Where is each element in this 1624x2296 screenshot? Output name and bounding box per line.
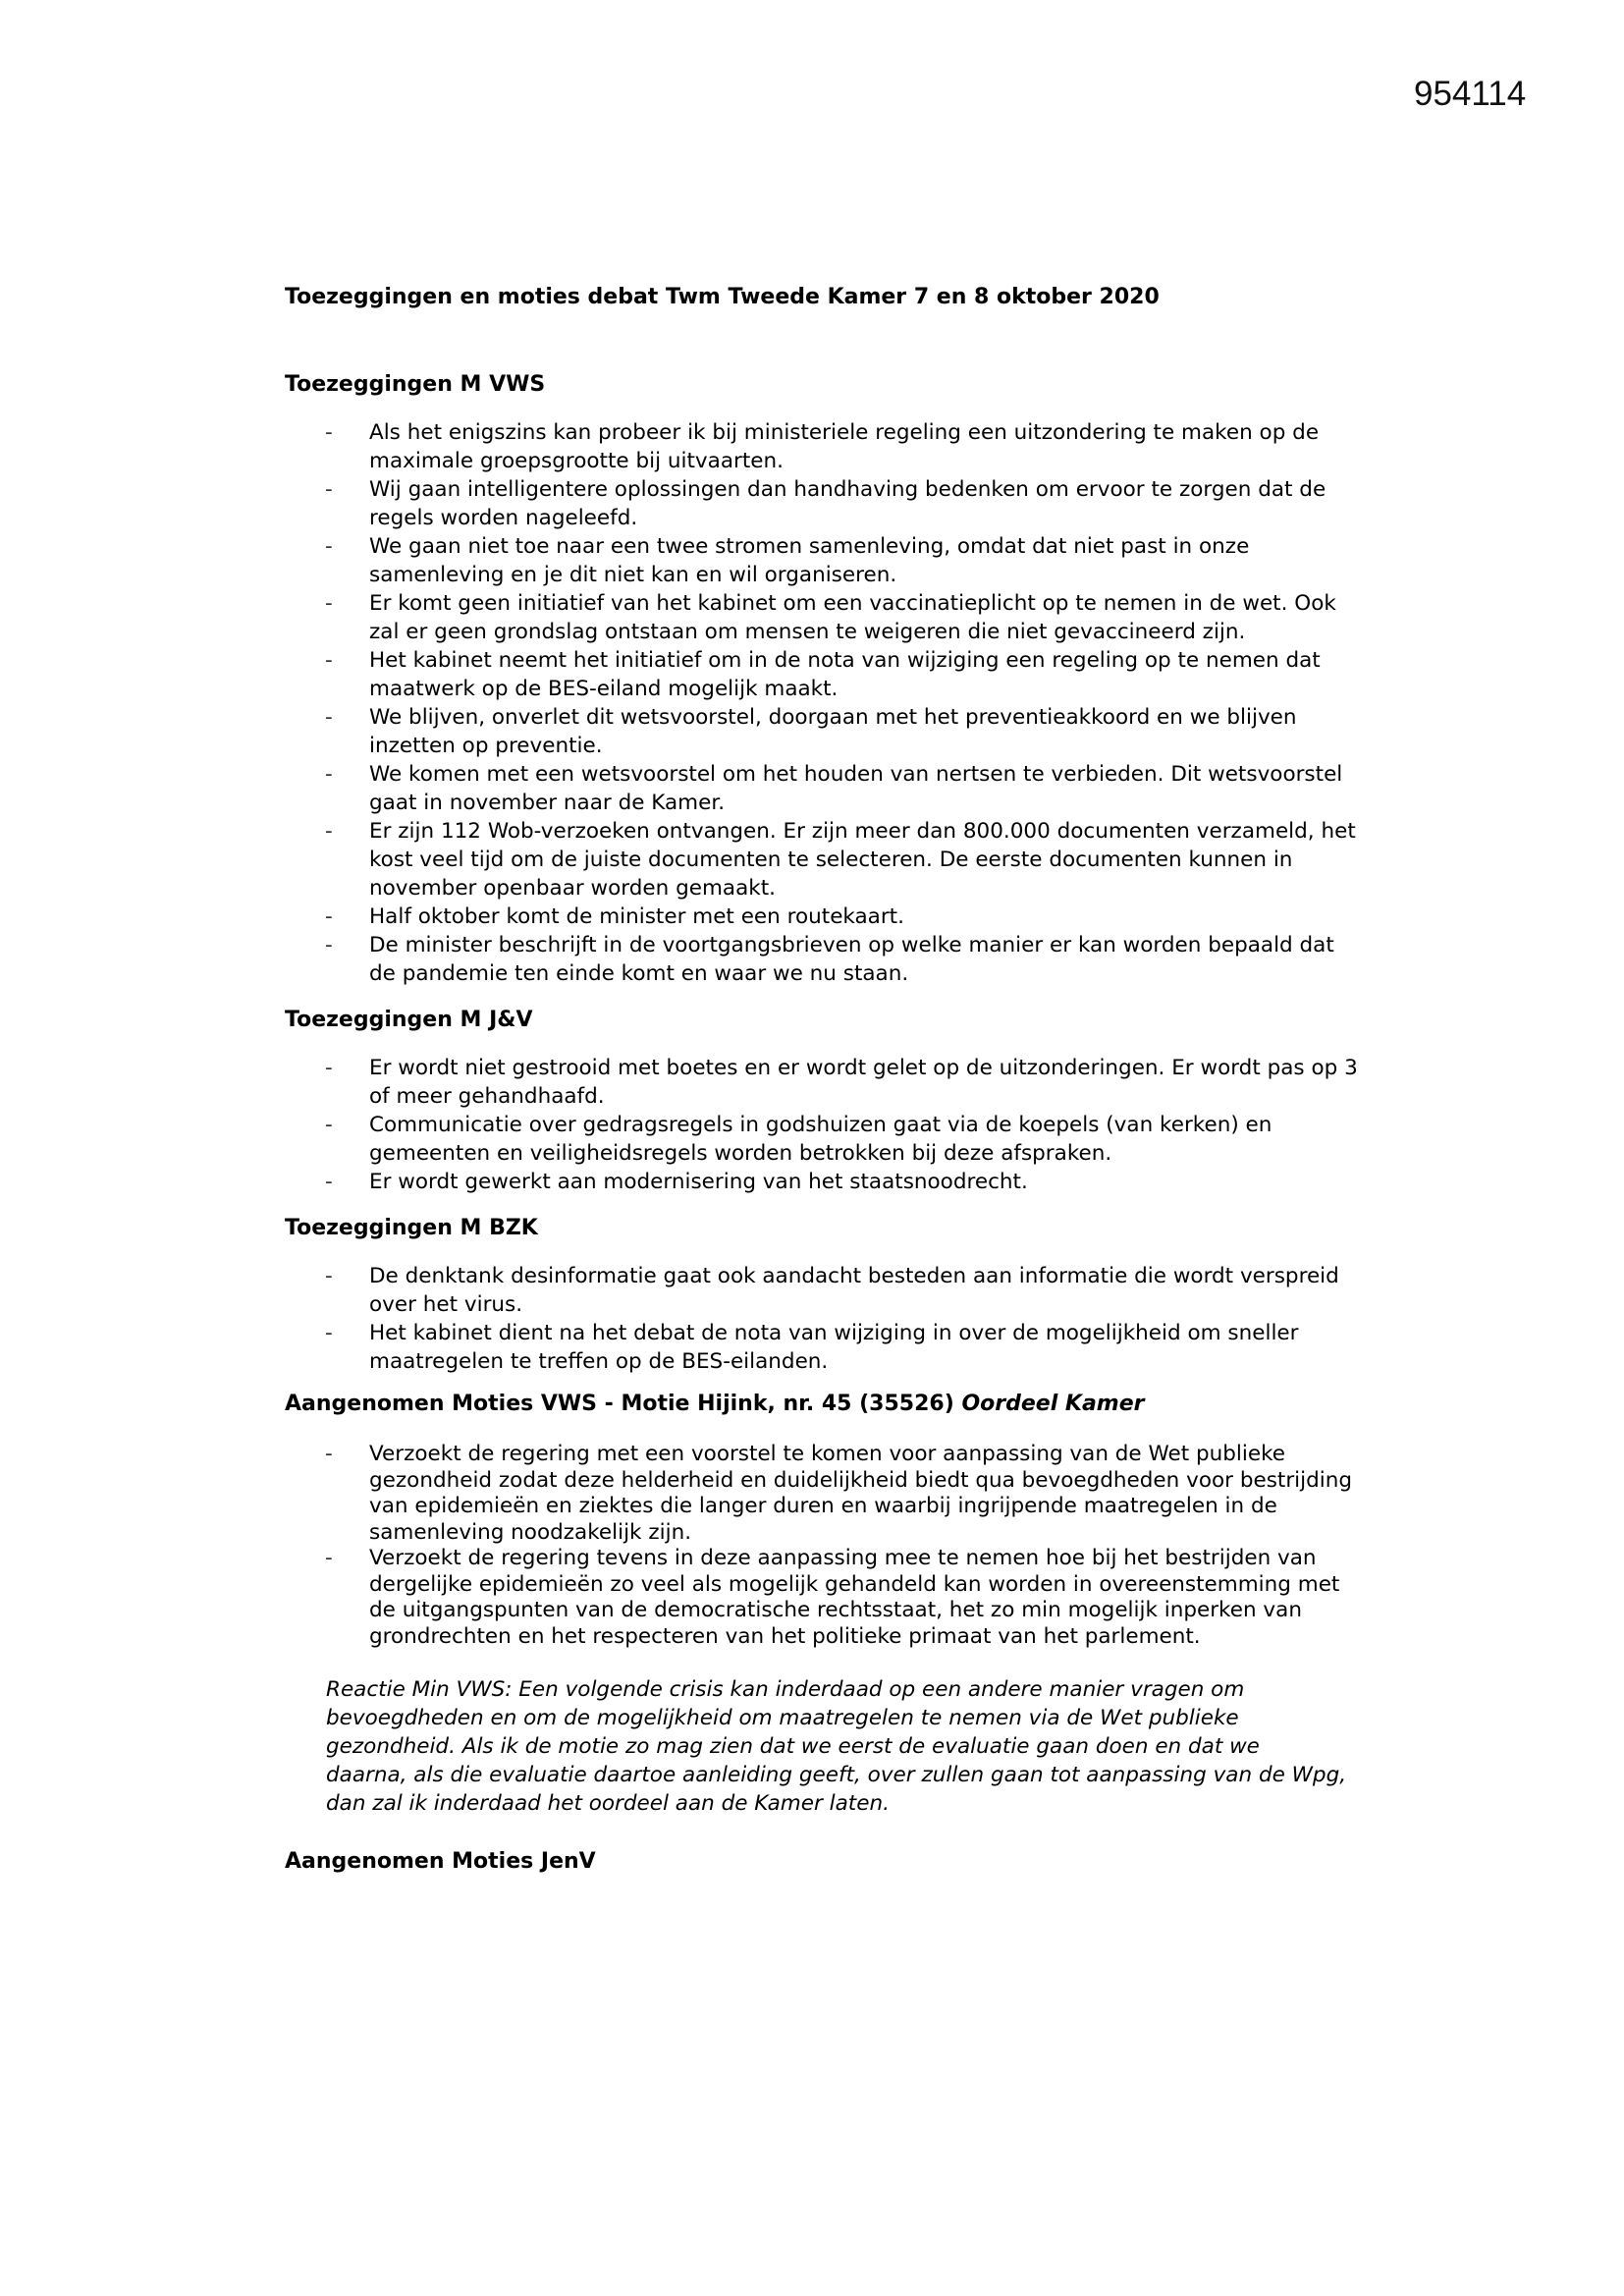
list-item: - Het kabinet dient na het debat de nota van wijziging in over de mogelijkheid om sneller maatregelen te treffen op de BES-eilanden.: [369, 1319, 1365, 1376]
list-item: - We gaan niet toe naar een twee stromen samenleving, omdat dat niet past in onze samenleving en je dit niet kan en wil organiseren.: [369, 532, 1365, 589]
list-item: - Verzoekt de regering met een voorstel te komen voor aanpassing van de Wet publieke gezondheid zodat deze helderheid en duidelijkheid biedt qua bevoegdheden voor bestrijding van epidemieën en ziektes die langer duren en waarbij ingrijpende maatregelen in de samenleving noodzakelijk zijn.: [369, 1442, 1365, 1546]
toezeggingen-jv-list: [285, 1054, 1365, 1196]
list-item: - Er komt geen initiatief van het kabinet om een vaccinatieplicht op te nemen in de wet. Ook zal er geen grondslag ontstaan om mensen te weigeren die niet gevaccineerd zijn.: [369, 589, 1365, 646]
toezeggingen-vws-list: [285, 418, 1365, 988]
document-body: [285, 283, 1365, 1876]
moties-vws-list: [285, 1442, 1365, 1650]
list-item: - Communicatie over gedragsregels in godshuizen gaat via de koepels (van kerken) en gemeenten en veiligheidsregels worden betrokken bij deze afspraken.: [369, 1111, 1365, 1168]
toezeggingen-bzk-list: [285, 1262, 1365, 1376]
list-item: - Het kabinet neemt het initiatief om in de nota van wijziging een regeling op te nemen dat maatwerk op de BES-eiland mogelijk maakt.: [369, 646, 1365, 703]
document-id: 954114: [1414, 75, 1527, 113]
list-item: - We komen met een wetsvoorstel om het houden van nertsen te verbieden. Dit wetsvoorstel gaat in november naar de Kamer.: [369, 760, 1365, 817]
moties-jenv-heading: Aangenomen Moties JenV: [285, 1849, 596, 1874]
reactie-min-vws: Reactie Min VWS: Een volgende crisis kan inderdaad op een andere manier vragen om bevoegdheden en om de mogelijkheid om maatregelen te nemen via de Wet publieke gezondheid. Als ik de motie zo mag zien dat we eerst de evaluatie gaan doen en dat we daarna, als die evaluatie daartoe aanleiding geeft, over zullen gaan tot aanpassing van de Wpg, dan zal ik inderdaad het oordeel aan de Kamer laten.: [326, 1677, 1347, 1816]
moties-vws-heading-main: Aangenomen Moties VWS - Motie Hijink, nr. 45 (35526): [285, 1392, 954, 1416]
list-item: - Er wordt niet gestrooid met boetes en er wordt gelet op de uitzonderingen. Er wordt pas op 3 of meer gehandhaafd.: [369, 1054, 1365, 1111]
list-item: - We blijven, onverlet dit wetsvoorstel, doorgaan met het preventieakkoord en we blijven inzetten op preventie.: [369, 703, 1365, 760]
list-item: - Er wordt gewerkt aan modernisering van het staatsnoodrecht.: [369, 1168, 1365, 1196]
section-heading-vws: Toezeggingen M VWS: [285, 372, 546, 397]
list-item: - De minister beschrijft in de voortgangsbrieven op welke manier er kan worden bepaald dat de pandemie ten einde komt en waar we nu staan.: [369, 931, 1365, 988]
list-item: - De denktank desinformatie gaat ook aandacht besteden aan informatie die wordt verspreid over het virus.: [369, 1262, 1365, 1319]
list-item: - Half oktober komt de minister met een routekaart.: [369, 902, 1365, 931]
list-item: - Wij gaan intelligentere oplossingen dan handhaving bedenken om ervoor te zorgen dat de regels worden nageleefd.: [369, 475, 1365, 532]
section-heading-bzk: Toezeggingen M BZK: [285, 1216, 538, 1240]
moties-vws-heading: [285, 1390, 1365, 1418]
section-heading-jv: Toezeggingen M J&V: [285, 1008, 533, 1032]
document-title: Toezeggingen en moties debat Twm Tweede Kamer 7 en 8 oktober 2020: [285, 285, 1160, 309]
list-item: - Er zijn 112 Wob-verzoeken ontvangen. Er zijn meer dan 800.000 documenten verzameld, het kost veel tijd om de juiste documenten te selecteren. De eerste documenten kunnen in november openbaar worden gemaakt.: [369, 817, 1365, 902]
list-item: - Verzoekt de regering tevens in deze aanpassing mee te nemen hoe bij het bestrijden van dergelijke epidemieën zo veel als mogelijk gehandeld kan worden in overeenstemming met de uitgangspunten van de democratische rechtsstaat, het zo min mogelijk inperken van grondrechten en het respecteren van het politieke primaat van het parlement.: [369, 1546, 1365, 1650]
list-item: - Als het enigszins kan probeer ik bij ministeriele regeling een uitzondering te maken op de maximale groepsgrootte bij uitvaarten.: [369, 418, 1365, 475]
moties-vws-heading-oordeel: Oordeel Kamer: [961, 1392, 1145, 1416]
